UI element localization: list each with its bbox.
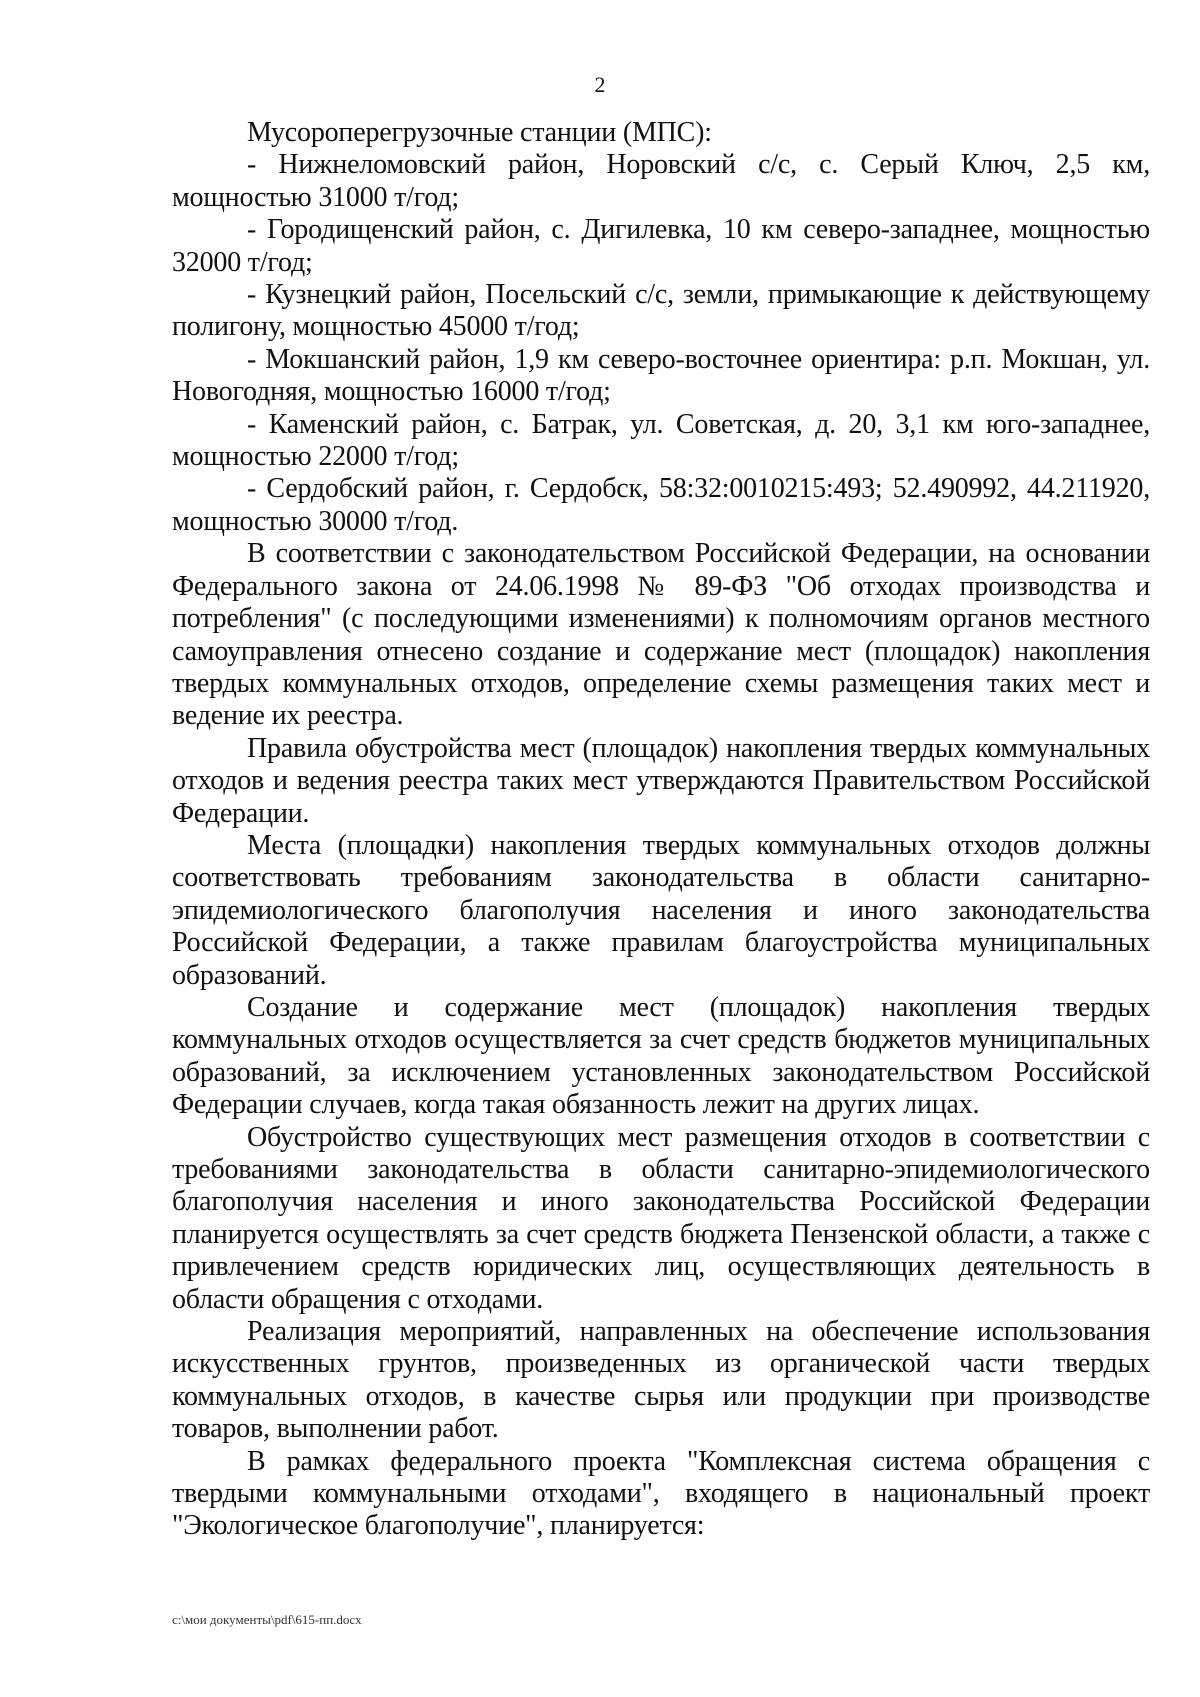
document-body — [172, 117, 1150, 1543]
paragraph-federal-law: В соответствии с законодательством Российской Федерации, на основании Федерального закона от 24.06.1998 № 89-ФЗ "Об отходах производства и потребления" (с последующими изменениями) к полномочиям органов местного самоуправления отнесено создание и содержание мест (площадок) накопления твердых коммунальных отходов, определение схемы размещения таких мест и ведение их реестра. — [172, 538, 1150, 732]
paragraph-mps-gorodishchensky: - Городищенский район, с. Дигилевка, 10 км северо-западнее, мощностью 32000 т/год; — [172, 214, 1150, 278]
paragraph-artificial-soils: Реализация мероприятий, направленных на обеспечение использования искусственных грунтов, произведенных из органической части твердых коммунальных отходов, в качестве сырья или продукции при производстве товаров, выполнении работ. — [172, 1316, 1150, 1445]
page-number: 2 — [594, 72, 606, 97]
paragraph-mps-mokshansky: - Мокшанский район, 1,9 км северо-восточнее ориентира: р.п. Мокшан, ул. Новогодняя, мощностью 16000 т/год; — [172, 343, 1150, 408]
paragraph-sites-funding: Создание и содержание мест (площадок) накопления твердых коммунальных отходов осуществляется за счет средств бюджетов муниципальных образований, за исключением установленных законодательством Российской Федерации случаев, когда такая обязанность лежит на других лицах. — [172, 991, 1150, 1121]
paragraph-federal-project: В рамках федерального проекта "Комплексная система обращения с твердыми коммунальными отходами", входящего в национальный проект "Экологическое благополучие", планируется: — [172, 1445, 1150, 1542]
paragraph-sites-requirements: Места (площадки) накопления твердых коммунальных отходов должны соответствовать требованиям законодательства в области санитарно-эпидемиологического благополучия населения и иного законодательства Российской Федерации, а также правилам благоустройства муниципальных образований. — [172, 829, 1150, 991]
paragraph-rules: Правила обустройства мест (площадок) накопления твердых коммунальных отходов и ведения реестра таких мест утверждаются Правительством Российской Федерации. — [172, 732, 1150, 829]
footer-file-path: c:\мои документы\pdf\615-пп.docx — [172, 1612, 362, 1627]
paragraph-mps-kamensky: - Каменский район, с. Батрак, ул. Советская, д. 20, 3,1 км юго-западнее, мощностью 22000 т/год; — [172, 408, 1150, 473]
paragraph-mps-heading: Мусороперегрузочные станции (МПС): — [247, 117, 712, 148]
paragraph-mps-nizhnelomovsky: - Нижнеломовский район, Норовский с/с, с. Серый Ключ, 2,5 км, мощностью 31000 т/год; — [172, 149, 1150, 213]
paragraph-mps-serdobsky: - Сердобский район, г. Сердобск, 58:32:0010215:493; 52.490992, 44.211920, мощностью 30000 т/год. — [172, 473, 1150, 537]
paragraph-mps-kuznetsky: - Кузнецкий район, Посельский с/с, земли, примыкающие к действующему полигону, мощностью 45000 т/год; — [172, 279, 1150, 343]
paragraph-existing-sites: Обустройство существующих мест размещения отходов в соответствии с требованиями законодательства в области санитарно-эпидемиологического благополучия населения и иного законодательства Российской Федерации планируется осуществлять за счет средств бюджета Пензенской области, а также с привлечением средств юридических лиц, осуществляющих деятельность в области обращения с отходами. — [172, 1121, 1150, 1315]
